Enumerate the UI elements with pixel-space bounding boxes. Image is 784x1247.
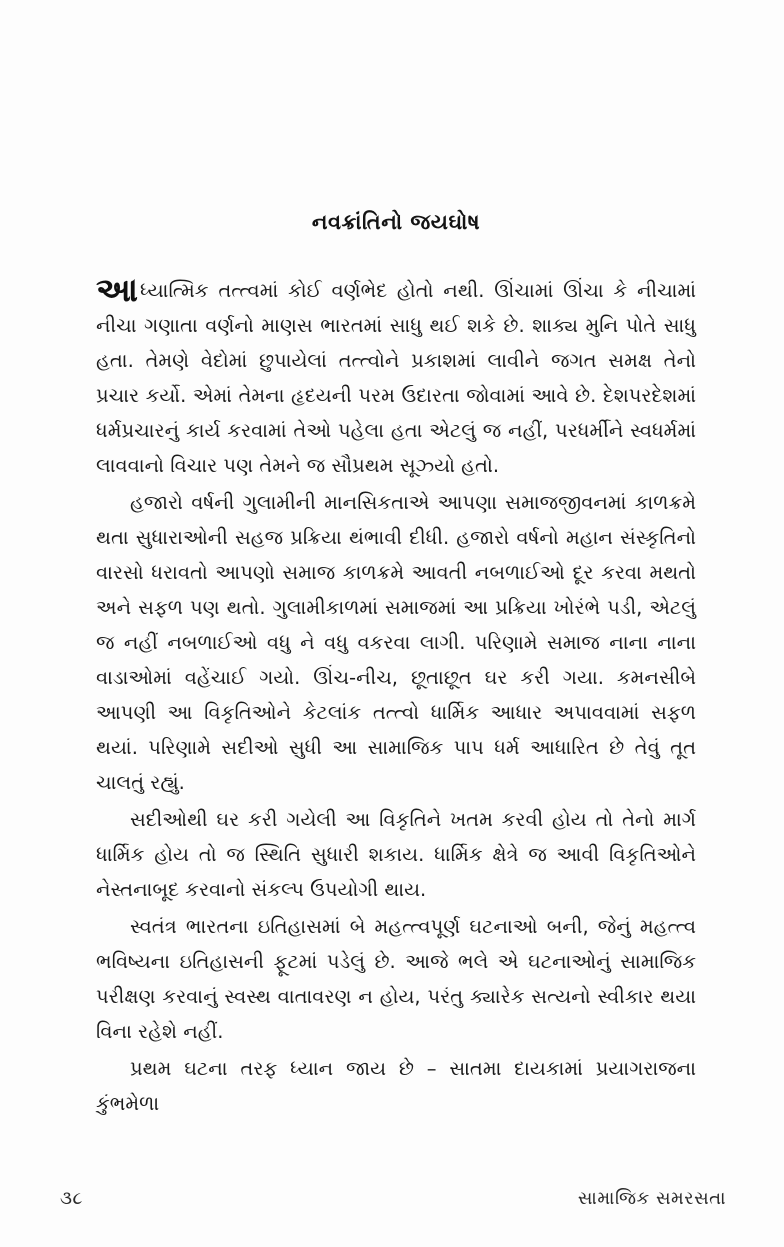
- body-text: [96, 270, 696, 1121]
- paragraph-2: હજારો વર્ષની ગુલામીની માનસિકતાએ આપણા સમાજજીવનમાં કાળક્રમે થતા સુધારાઓની સહજ પ્રક્રિયા થંભાવી દીધી. હજારો વર્ષનો મહાન સંસ્કૃતિનો વારસો ધરાવતો આપણો સમાજ કાળક્રમે આવતી નબળાઈઓ દૂર કરવા મથતો અને સફળ પણ થતો. ગુલામીકાળમાં સમાજમાં આ પ્રક્રિયા ખોરંભે પડી, એટલું જ નહીં નબળાઈઓ વધુ ને વધુ વકરવા લાગી. પરિણામે સમાજ નાના નાના વાડાઓમાં વહેંચાઈ ગયો. ઊંચ-નીચ, છૂતાછૂત ઘર કરી ગયા. કમનસીબે આપણી આ વિકૃતિઓને કેટલાંક તત્ત્વો ધાર્મિક આધાર અપાવવામાં સફળ થયાં. પરિણામે સદીઓ સુધી આ સામાજિક પાપ ધર્મ આધારિત છે તેવું તૂત ચાલતું રહ્યું.: [96, 491, 696, 794]
- chapter-title: નવક્રાંતિનો જયઘોષ: [311, 210, 481, 234]
- paragraph-1-text: ધ્યાત્મિક તત્ત્વમાં કોઈ વર્ણભેદ હોતો નથી. ઊંચામાં ઊંચા કે નીચામાં નીચા ગણાતા વર્ણનો માણસ ભારતમાં સાધુ થઈ શકે છે. શાક્ય મુનિ પોતે સાધુ હતા. તેમણે વેદોમાં છુપાયેલાં તત્ત્વોને પ્રકાશમાં લાવીને જગત સમક્ષ તેનો પ્રચાર કર્યો. એમાં તેમના હૃદયની પરમ ઉદારતા જોવામાં આવે છે. દેશપરદેશમાં ધર્મપ્રચારનું કાર્ય કરવામાં તેઓ પહેલા હતા એટલું જ નહીં, પરધર્મીને સ્વધર્મમાં લાવવાનો વિચાર પણ તેમને જ સૌપ્રથમ સૂઝ્યો હતો.: [96, 279, 696, 477]
- page-content: [96, 210, 696, 1123]
- paragraph-3: સદીઓથી ઘર કરી ગયેલી આ વિકૃતિને ખતમ કરવી હોય તો તેનો માર્ગ ધાર્મિક હોય તો જ સ્થિતિ સુધારી શકાય. ધાર્મિક ક્ષેત્રે જ આવી વિકૃતિઓને નેસ્તનાબૂદ કરવાનો સંકલ્પ ઉપયોગી થાય.: [96, 808, 696, 901]
- paragraph-4: સ્વતંત્ર ભારતના ઇતિહાસમાં બે મહત્ત્વપૂર્ણ ઘટનાઓ બની, જેનું મહત્ત્વ ભવિષ્યના ઇતિહાસની ફૂટમાં પડેલું છે. આજે ભલે એ ઘટનાઓનું સામાજિક પરીક્ષણ કરવાનું સ્વસ્થ વાતાવરણ ન હોય, પરંતુ ક્યારેક સત્યનો સ્વીકાર થયા વિના રહેશે નહીં.: [96, 915, 696, 1043]
- paragraph-1: [96, 270, 696, 483]
- page-number: ૩૮: [60, 1188, 83, 1209]
- paragraph-5: પ્રથમ ઘટના તરફ ધ્યાન જાય છે – સાતમા દાયકામાં પ્રયાગરાજના કુંભમેળા: [96, 1057, 696, 1115]
- running-title: સામાજિક સમરસતા: [577, 1188, 726, 1209]
- drop-cap: આ: [96, 270, 138, 309]
- page-footer: [60, 1188, 726, 1209]
